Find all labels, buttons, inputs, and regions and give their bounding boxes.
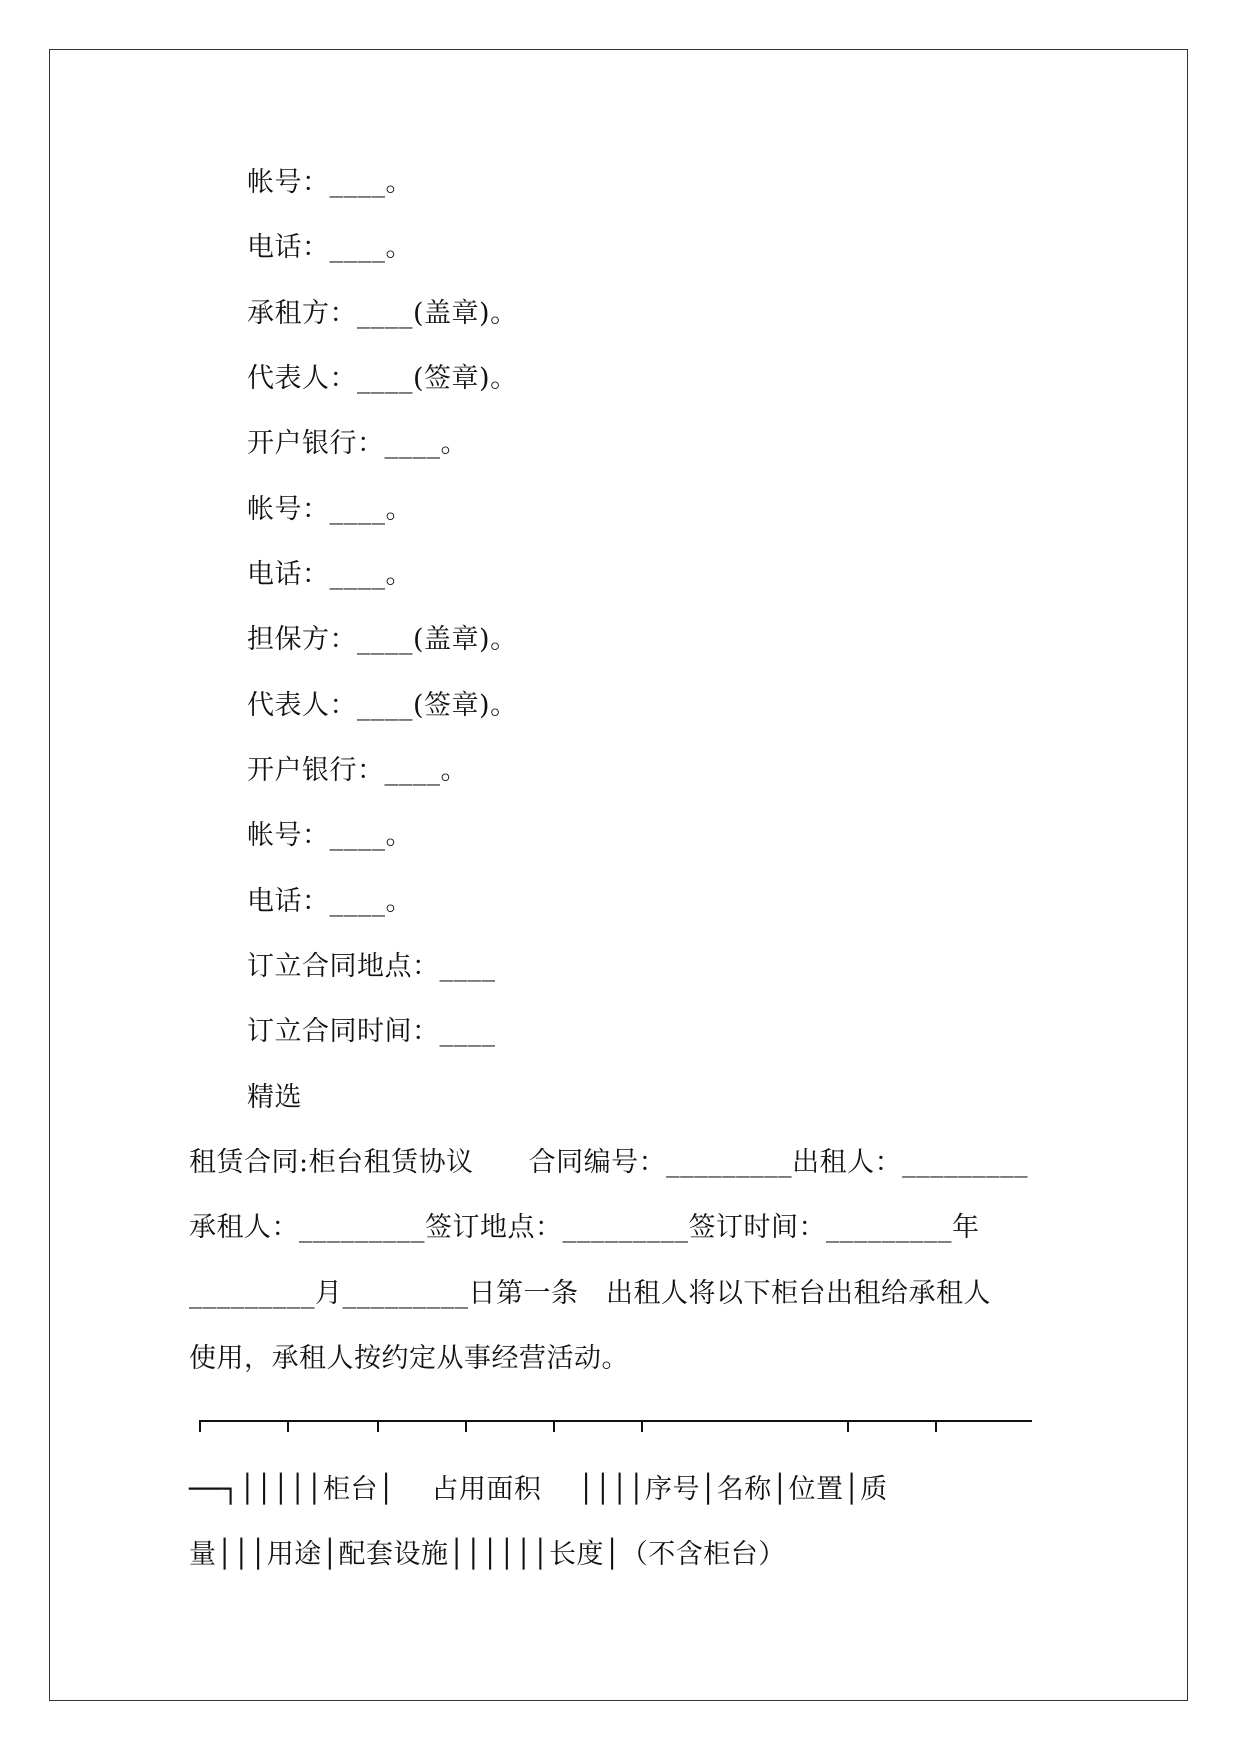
lessee-line: 承租方：____(盖章)。 xyxy=(247,298,518,329)
account-line-3: 帐号：____。 xyxy=(247,820,413,851)
guarantor-line: 担保方：____(盖章)。 xyxy=(247,624,518,655)
table-top-rule xyxy=(199,1420,1032,1422)
table-tick xyxy=(553,1420,555,1432)
table-tick xyxy=(465,1420,467,1432)
table-tick xyxy=(287,1420,289,1432)
table-tick xyxy=(847,1420,849,1432)
contract-paragraph-line-2: 承租人：_________签订地点：_________签订时间：_________年 xyxy=(189,1212,980,1243)
contract-paragraph-line-4: 使用，承租人按约定从事经营活动。 xyxy=(189,1343,629,1374)
account-line-1: 帐号：____。 xyxy=(247,167,413,198)
representative-line-1: 代表人：____(签章)。 xyxy=(247,363,518,394)
table-text-line-2: 量│││用途│配套设施││││││长度│（不含柜台） xyxy=(189,1539,786,1570)
bank-line-1: 开户银行：____。 xyxy=(247,428,468,459)
page-frame xyxy=(49,49,1188,1701)
table-tick xyxy=(935,1420,937,1432)
table-text-line-1: ──┐│││││柜台│ 占用面积 ││││序号│名称│位置│质 xyxy=(189,1474,888,1505)
phone-line-3: 电话：____。 xyxy=(247,886,413,917)
contract-paragraph-line-3: _________月_________日第一条 出租人将以下柜台出租给承租人 xyxy=(189,1278,991,1309)
selected-label: 精选 xyxy=(247,1082,302,1113)
table-tick xyxy=(199,1420,201,1432)
signing-place-line: 订立合同地点：____ xyxy=(247,951,496,982)
bank-line-2: 开户银行：____。 xyxy=(247,755,468,786)
account-line-2: 帐号：____。 xyxy=(247,494,413,525)
contract-paragraph-line-1: 租赁合同:柜台租赁协议 合同编号：_________出租人：_________ xyxy=(189,1147,1029,1178)
phone-line-2: 电话：____。 xyxy=(247,559,413,590)
table-tick xyxy=(641,1420,643,1432)
representative-line-2: 代表人：____(签章)。 xyxy=(247,690,518,721)
phone-line-1: 电话：____。 xyxy=(247,232,413,263)
table-tick xyxy=(377,1420,379,1432)
signing-time-line: 订立合同时间：____ xyxy=(247,1016,496,1047)
